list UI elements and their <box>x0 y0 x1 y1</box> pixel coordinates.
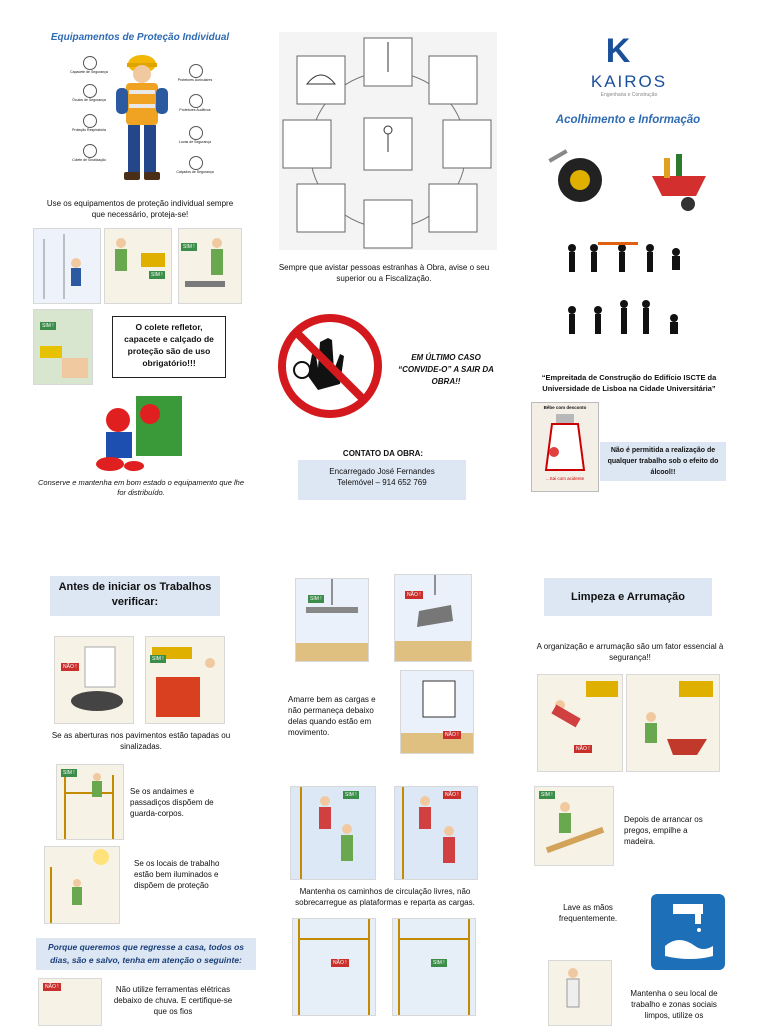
paths-text: Mantenha os caminhos de circulação livres, não sobrecarregue as plataformas e reparta as cargas. <box>295 887 475 907</box>
lighting-text: Se os locais de trabalho estão bem iluminados e dispõem de proteção <box>134 859 220 890</box>
illustration-platform-ok <box>392 918 476 1016</box>
kairos-logo-mark: K <box>605 32 631 70</box>
ppe-care-text: Conserve e mantenha em bom estado o equipamento que lhe for distribuído. <box>38 478 244 497</box>
cleaning-title: Limpeza e Arrumação <box>544 578 712 616</box>
illustration-wheelbarrow <box>626 674 720 772</box>
illustration-hand-drill <box>33 309 93 385</box>
kairos-tagline: Engenharia e Construção <box>600 92 658 98</box>
illustration-nails-wood <box>534 786 614 866</box>
no-sign: NÃO ! <box>407 592 421 598</box>
ok-sign: SIM ! <box>63 770 75 776</box>
illustration-boot-nail <box>104 228 172 304</box>
no-sign: NÃO ! <box>445 732 459 738</box>
illustration-floor-opening <box>54 636 134 724</box>
alcohol-poster-bottom: ...Sai com acidente <box>545 476 585 481</box>
contact-box <box>298 460 466 500</box>
alcohol-notice: Não é permitida a realização de qualquer trabalho sob o efeito do álcool!! <box>600 442 726 481</box>
ppe-icons-right <box>172 64 218 184</box>
boots-icon <box>189 156 203 170</box>
openings-text: Se as aberturas nos pavimentos estão tapadas ou sinalizadas. <box>51 731 231 751</box>
ok-sign: SIM ! <box>433 960 445 966</box>
illustration-welder <box>178 228 242 304</box>
illustration-fall-hazard <box>33 228 101 304</box>
illustration-electric-tools <box>38 978 102 1026</box>
ear-plugs-icon <box>189 94 203 108</box>
ok-sign: SIM ! <box>151 272 163 278</box>
hazard-cycle-diagram <box>279 32 497 250</box>
nails-text: Depois de arrancar os pregos, empilhe a madeira. <box>624 815 703 846</box>
come-home-notice: Porque queremos que regresse a casa, todos os dias, são e salvo, tenha em atenção o seguinte: <box>36 938 256 970</box>
wash-hands-icon <box>651 894 725 970</box>
ppe-label-gloves: Luvas de Segurança <box>178 140 212 144</box>
ok-sign: SIM ! <box>183 244 195 250</box>
strangers-text: Sempre que avistar pessoas estranhas à Obra, avise o seu superior ou a Fiscalização. <box>278 263 490 283</box>
ok-sign: SIM ! <box>345 792 357 798</box>
goggles-icon <box>83 84 97 98</box>
contact-title: CONTATO DA OBRA: <box>342 449 424 458</box>
illustration-free-path <box>290 786 376 880</box>
illustration-scaffold <box>56 764 124 840</box>
ppe-label-helmet: Capacete de Segurança <box>70 70 108 74</box>
ppe-title: Equipamentos de Proteção Individual <box>50 32 230 43</box>
illustration-crane-load <box>295 578 369 662</box>
ear-muffs-icon <box>189 64 203 78</box>
no-sign: NÃO ! <box>445 792 459 798</box>
ppe-caption: Use os equipamentos de proteção individual sempre que necessário, proteja-se! <box>46 199 234 219</box>
welcome-title: Acolhimento e Informação <box>555 114 701 126</box>
ok-sign: SIM ! <box>152 656 164 662</box>
ppe-label-goggles: Óculos de Segurança <box>72 98 106 102</box>
no-sign: NÃO ! <box>45 984 59 990</box>
illustration-covered-opening <box>145 636 225 724</box>
ppe-icons-left <box>66 56 112 176</box>
tie-loads-text: Amarre bem as cargas e não permaneça debaixo delas quando estão em movimento. <box>288 695 376 737</box>
mask-icon <box>83 114 97 128</box>
illustration-clean-workplace <box>548 960 612 1026</box>
ok-sign: SIM ! <box>541 792 553 798</box>
ok-sign: SIM ! <box>42 323 54 329</box>
ppe-notice-text: O colete refletor, capacete e calçado de proteção são de uso obrigatório!!! <box>124 322 214 368</box>
alcohol-poster-top: Bêbe com desconto <box>543 405 587 410</box>
keep-clean-text: Mantenha o seu local de trabalho e zonas sociais limpos, utilize os <box>630 989 718 1020</box>
no-sign: NÃO ! <box>63 664 77 670</box>
ppe-label-ear-plugs: Protetores Auditivos <box>179 108 211 112</box>
ppe-label-boots: Calçados de Segurança <box>176 170 214 174</box>
no-sign: NÃO ! <box>333 960 347 966</box>
illustration-lighting <box>44 846 120 924</box>
illustration-ppe-cartoon <box>88 390 192 476</box>
contact-phone: Telemóvel – 914 652 769 <box>337 478 427 487</box>
before-work-title: Antes de iniciar os Trabalhos verificar: <box>50 576 220 616</box>
kairos-logo-name: KAIROS <box>590 72 668 91</box>
vest-icon <box>83 144 97 158</box>
cleaning-intro: A organização e arrumação são um fator essencial à segurança!! <box>536 642 724 662</box>
illustration-crane-bundle <box>394 574 472 662</box>
no-entry-sign <box>278 314 382 418</box>
ok-sign: SIM ! <box>310 596 322 602</box>
scaffold-text: Se os andaimes e passadiços dispõem de guarda-corpos. <box>130 787 214 818</box>
tools-illustration <box>536 136 734 220</box>
workers-silhouettes <box>558 238 690 352</box>
contact-name: Encarregado José Fernandes <box>329 467 435 476</box>
ppe-label-vest: Colete de Sinalização <box>72 158 106 162</box>
illustration-suspended-box <box>400 670 474 754</box>
project-text: “Empreitada de Construção do Edifício ISCTE da Universidade de Lisboa na Cidade Universitária” <box>541 373 717 393</box>
wash-hands-text: Lave as mãos frequentemente. <box>558 903 618 923</box>
alcohol-poster <box>531 402 599 492</box>
ppe-notice-box <box>112 316 226 378</box>
ppe-label-ear-muffs: Protetores Auriculares <box>177 78 213 82</box>
illustration-trip-hazard <box>537 674 623 772</box>
ppe-worker-illustration <box>112 50 172 188</box>
invite-out-text: EM ÚLTIMO CASO “CONVIDE-O” A SAIR DA OBRA!! <box>398 353 494 386</box>
helmet-icon <box>83 56 97 70</box>
gloves-icon <box>189 126 203 140</box>
illustration-platform-overload <box>292 918 376 1016</box>
ppe-label-mask: Proteção Respiratória <box>72 128 106 132</box>
illustration-blocked-path <box>394 786 478 880</box>
electric-tools-text: Não utilize ferramentas elétricas debaixo de chuva. E certifique-se que os fios <box>113 985 233 1016</box>
no-sign: NÃO ! <box>576 746 590 752</box>
